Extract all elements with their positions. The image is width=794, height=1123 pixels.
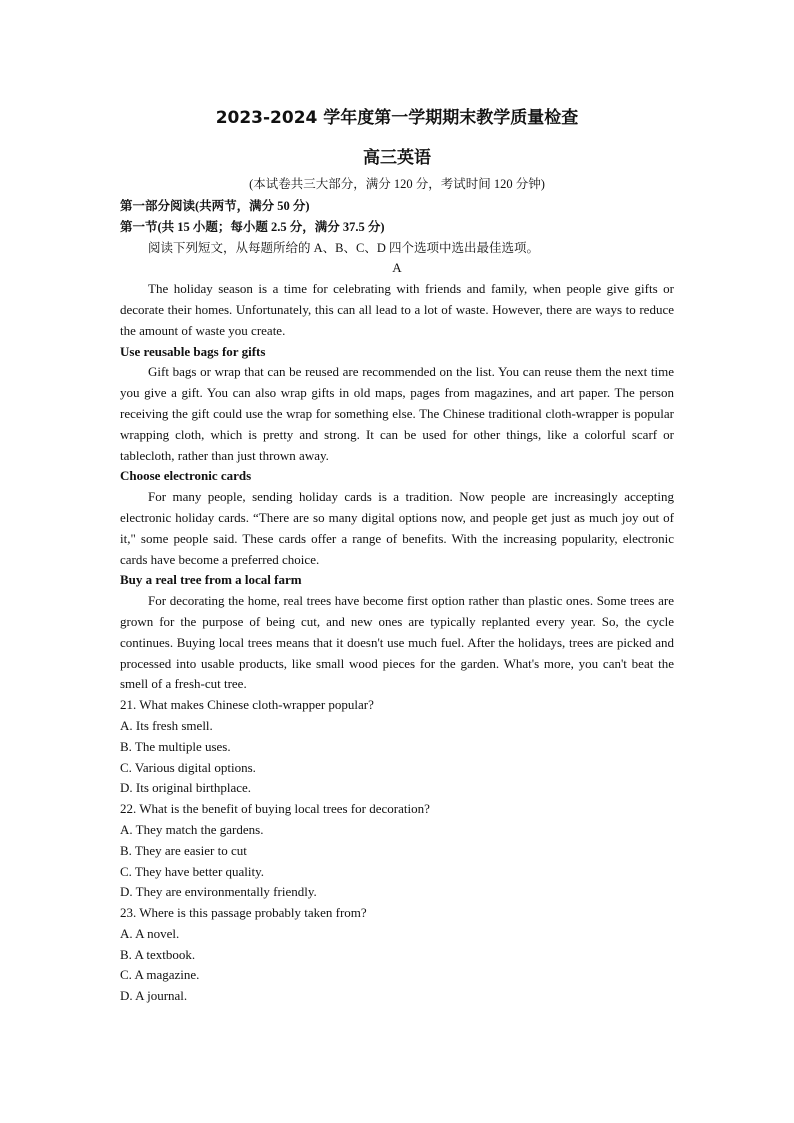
section1-heading: 第一节(共 15 小题；每小题 2.5 分，满分 37.5 分) — [120, 219, 385, 234]
exam-note: (本试卷共三大部分，满分 120 分，考试时间 120 分钟) — [249, 177, 545, 191]
section-heading-reusable-bags: Use reusable bags for gifts — [120, 343, 266, 359]
question-21-option-c: C. Various digital options. — [120, 759, 256, 775]
section-heading-real-tree: Buy a real tree from a local farm — [120, 572, 302, 588]
question-23-option-c: C. A magazine. — [120, 967, 200, 983]
question-23-option-d: D. A journal. — [120, 988, 188, 1004]
passage-intro: The holiday season is a time for celebrating with friends and family, when people give gifts or decorate their homes. Unfortunately, this can all lead to a lot of waste. However, there are ways to reduce the amount of waste you create. — [120, 281, 674, 338]
passage-letter: A — [392, 260, 402, 276]
section-heading-electronic-cards: Choose electronic cards — [120, 468, 252, 484]
question-23-option-a: A. A novel. — [120, 925, 180, 941]
question-21-option-b: B. The multiple uses. — [120, 738, 231, 754]
section-text-electronic-cards: For many people, sending holiday cards is a tradition. Now people are increasingly accepting electronic holiday cards. “There are so many digital options now, and people get just as much joy out of it," some people said. These cards offer a range of benefits. With the increasing popularity, electronic cards have become a preferred choice. — [120, 489, 674, 567]
subject-title: 高三英语 — [363, 148, 431, 168]
instruction: 阅读下列短文，从每题所给的 A、B、C、D 四个选项中选出最佳选项。 — [148, 240, 539, 255]
section-text-real-tree: For decorating the home, real trees have become first option rather than plastic ones. Some trees are grown for the purpose of being cut, and new ones are typically replanted every year. So, the cycle continues. Buying local trees means that it doesn't use much fuel. After the holidays, trees are picked and processed into usable products, like small wood pieces for the garden. What's more, you can't beat the smell of a fresh-cut tree. — [120, 593, 674, 692]
exam-title: 2023-2024 学年度第一学期期末教学质量检查 — [215, 108, 579, 128]
question-21-option-a: A. Its fresh smell. — [120, 717, 213, 733]
part1-heading: 第一部分阅读(共两节，满分 50 分) — [120, 199, 310, 213]
question-23-stem: 23. Where is this passage probably taken from? — [120, 905, 367, 921]
question-22-option-c: C. They have better quality. — [120, 863, 265, 879]
page-content — [120, 106, 674, 1007]
question-21-option-d: D. Its original birthplace. — [120, 780, 252, 796]
question-22-option-b: B. They are easier to cut — [120, 842, 247, 858]
question-22-option-a: A. They match the gardens. — [120, 821, 264, 837]
question-22-stem: 22. What is the benefit of buying local trees for decoration? — [120, 801, 430, 817]
question-21-stem: 21. What makes Chinese cloth-wrapper popular? — [120, 697, 374, 713]
section-text-reusable-bags: Gift bags or wrap that can be reused are recommended on the list. You can reuse them the next time you give a gift. You can also wrap gifts in old maps, pages from magazines, and art paper. The person receiving the gift could use the wrap for something else. The Chinese traditional cloth-wrapper is popular wrapping cloth, which is pretty and strong. It can be used for other things, like a colorful scarf or tablecloth, rather than just thrown away. — [120, 364, 674, 463]
question-23-option-b: B. A textbook. — [120, 946, 196, 962]
question-22-option-d: D. They are environmentally friendly. — [120, 884, 317, 900]
